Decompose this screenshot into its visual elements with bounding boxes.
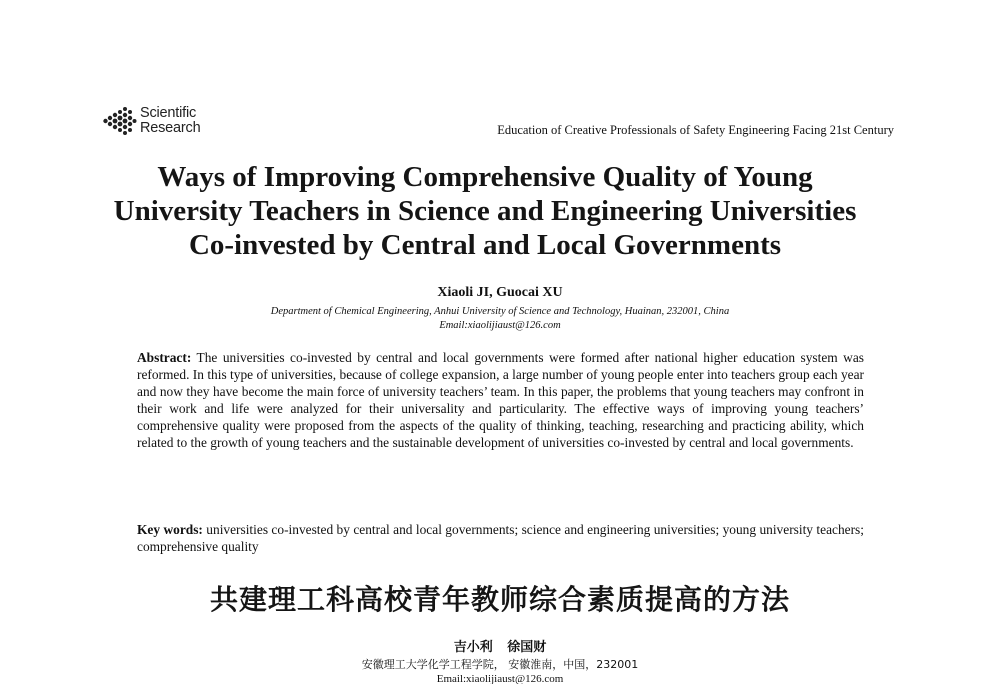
abstract — [137, 350, 864, 451]
logo-line-2: Research — [140, 120, 201, 136]
publisher-logo — [103, 106, 200, 136]
chinese-authors: 吉小利 徐国财 — [453, 640, 547, 655]
authors: Xiaoli JI, Guocai XU — [437, 285, 563, 300]
author-email: Email:xiaolijiaust@126.com — [439, 320, 561, 331]
scientific-research-logo-icon — [103, 106, 137, 136]
chinese-title: 共建理工科高校青年教师综合素质提高的方法 — [209, 583, 790, 616]
logo-wordmark — [140, 106, 200, 136]
title-line-1: Ways of Improving Comprehensive Quality of Young — [157, 161, 813, 193]
chinese-affiliation: 安徽理工大学化学工程学院， 安徽淮南，中国，232001 — [361, 658, 639, 671]
keywords-label: Key words: — [137, 522, 203, 537]
running-head: Education of Creative Professionals of Safety Engineering Facing 21st Century — [497, 123, 894, 137]
paper-title — [60, 160, 910, 262]
keywords-text: universities co-invested by central and local governments; science and engineering universities; young university teachers; comprehensive quality — [137, 522, 864, 554]
affiliation-line: Department of Chemical Engineering, Anhui University of Science and Technology, Huainan, 232001, China — [270, 306, 730, 317]
title-line-2: University Teachers in Science and Engineering Universities — [113, 195, 857, 227]
affiliation — [0, 305, 1000, 333]
title-line-3: Co-invested by Central and Local Governments — [188, 229, 782, 261]
keywords — [137, 522, 864, 556]
abstract-text: The universities co-invested by central and local governments were formed after national higher education system was reformed. In this type of universities, because of college expansion, a large number of young people enter into teachers group each year and now they have become the main force of university teachers’ team. In this paper, the problems that young teachers may confront in their work and life were analyzed for their universality and particularity. The effective ways of improving young teachers’ comprehensive quality were proposed from the aspects of the quality of thinking, teaching, researching and practicing ability, which related to the growth of young teachers and the sustainable development of universities co-invested by central and local governments. — [137, 350, 864, 450]
chinese-email: Email:xiaolijiaust@126.com — [436, 673, 564, 684]
abstract-label: Abstract: — [137, 350, 192, 365]
logo-line-1: Scientific — [140, 105, 197, 121]
